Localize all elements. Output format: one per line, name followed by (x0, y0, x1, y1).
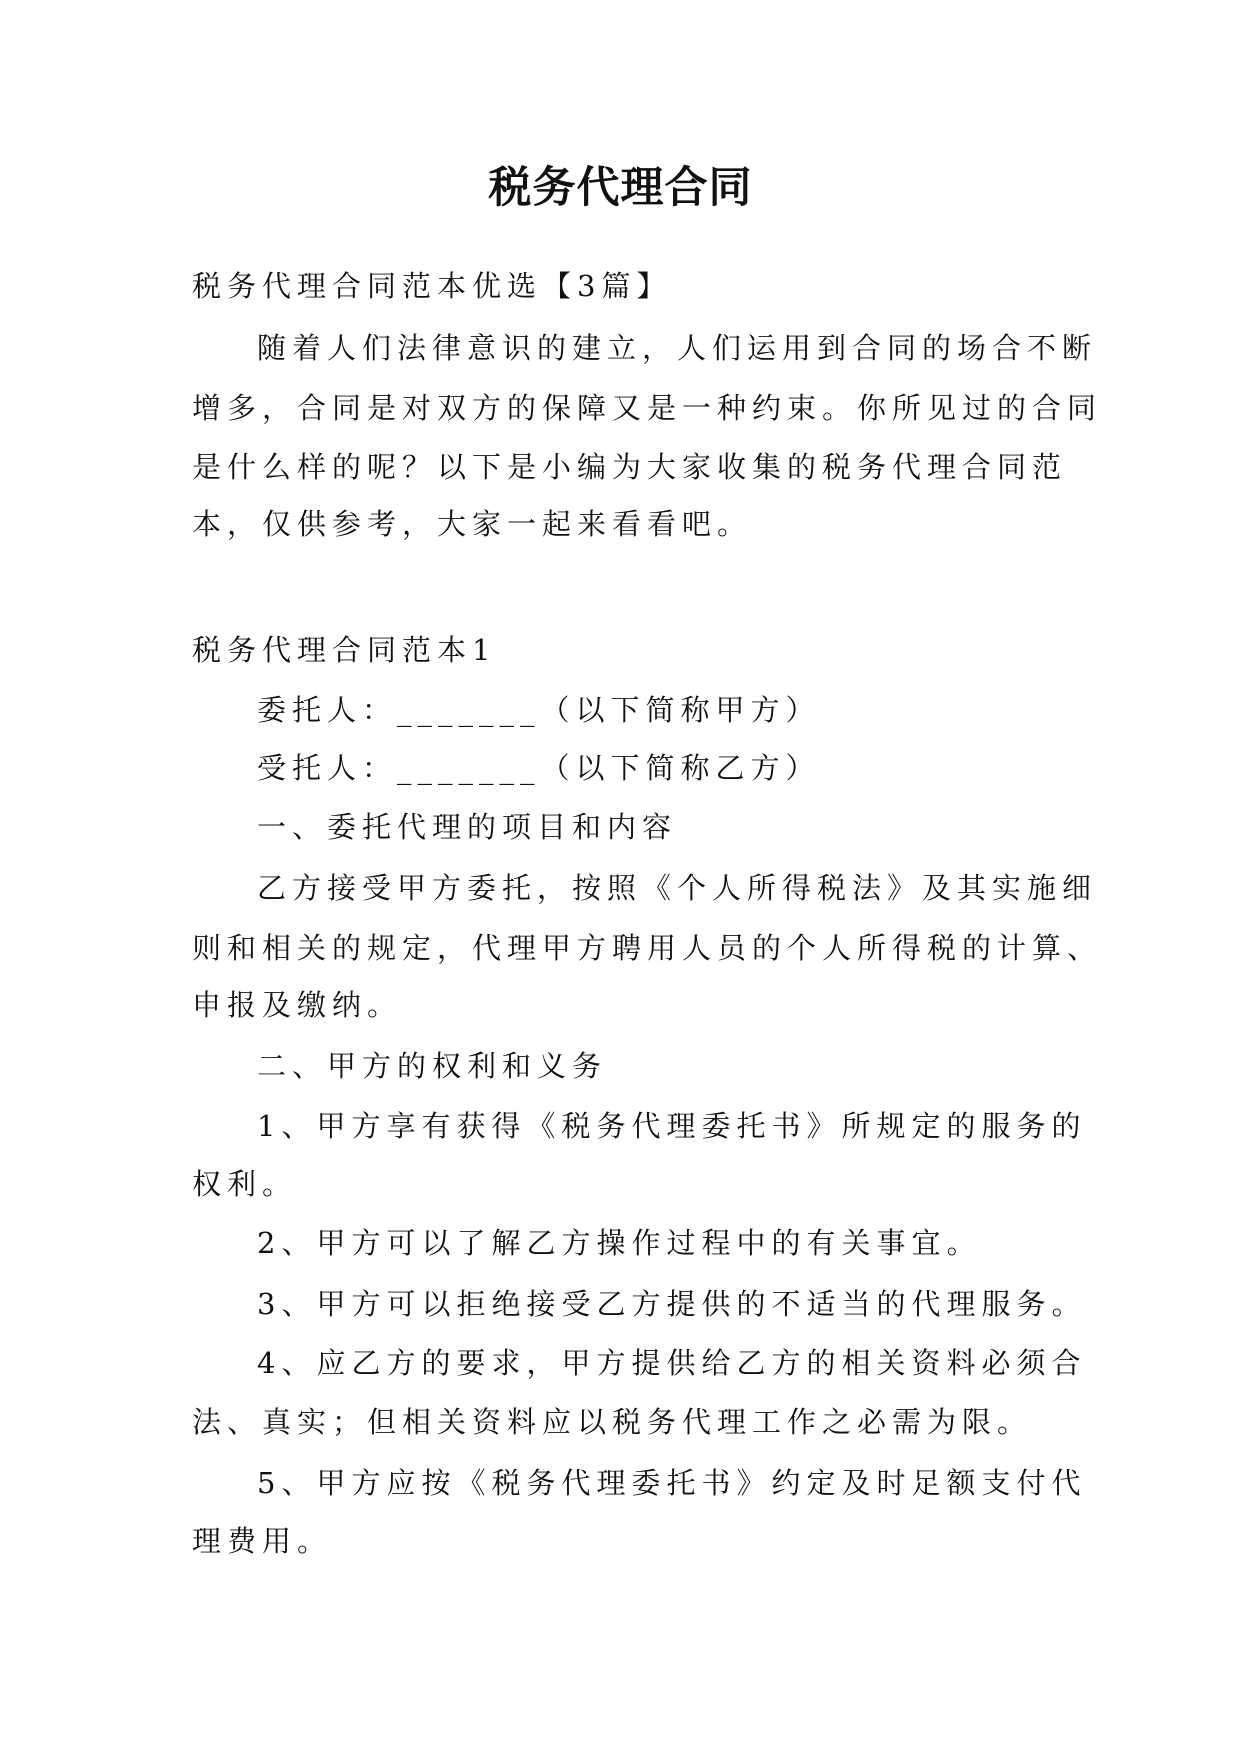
subtitle: 税务代理合同范本优选【3篇】 (192, 269, 672, 303)
intro-line: 是什么样的呢？以下是小编为大家收集的税务代理合同范 (192, 450, 1068, 484)
intro-line: 本，仅供参考，大家一起来看看吧。 (192, 507, 753, 541)
clause-line: 申报及缴纳。 (192, 988, 403, 1022)
section-heading: 税务代理合同范本1 (192, 633, 497, 667)
principal-line: 委托人：_______（以下简称甲方） (257, 693, 821, 727)
clause-line: 乙方接受甲方委托，按照《个人所得税法》及其实施细 (257, 871, 1098, 905)
document-title: 税务代理合同 (488, 163, 753, 213)
clause-item: 2、甲方可以了解乙方操作过程中的有关事宜。 (257, 1226, 982, 1260)
clause-heading: 二、甲方的权利和义务 (257, 1049, 608, 1083)
clause-item: 权利。 (192, 1167, 298, 1201)
agent-line: 受托人：_______（以下简称乙方） (257, 751, 821, 785)
clause-item: 理费用。 (192, 1524, 333, 1558)
clause-heading: 一、委托代理的项目和内容 (257, 810, 678, 844)
clause-item: 法、真实；但相关资料应以税务代理工作之必需为限。 (192, 1405, 1033, 1439)
clause-item: 4、应乙方的要求，甲方提供给乙方的相关资料必须合 (257, 1346, 1087, 1380)
intro-line: 增多，合同是对双方的保障又是一种约束。你所见过的合同 (192, 391, 1103, 425)
clause-item: 1、甲方享有获得《税务代理委托书》所规定的服务的 (257, 1109, 1087, 1143)
clause-item: 5、甲方应按《税务代理委托书》约定及时足额支付代 (257, 1466, 1087, 1500)
clause-line: 则和相关的规定，代理甲方聘用人员的个人所得税的计算、 (192, 931, 1103, 965)
clause-item: 3、甲方可以拒绝接受乙方提供的不适当的代理服务。 (257, 1287, 1087, 1321)
intro-line: 随着人们法律意识的建立，人们运用到合同的场合不断 (257, 331, 1098, 365)
